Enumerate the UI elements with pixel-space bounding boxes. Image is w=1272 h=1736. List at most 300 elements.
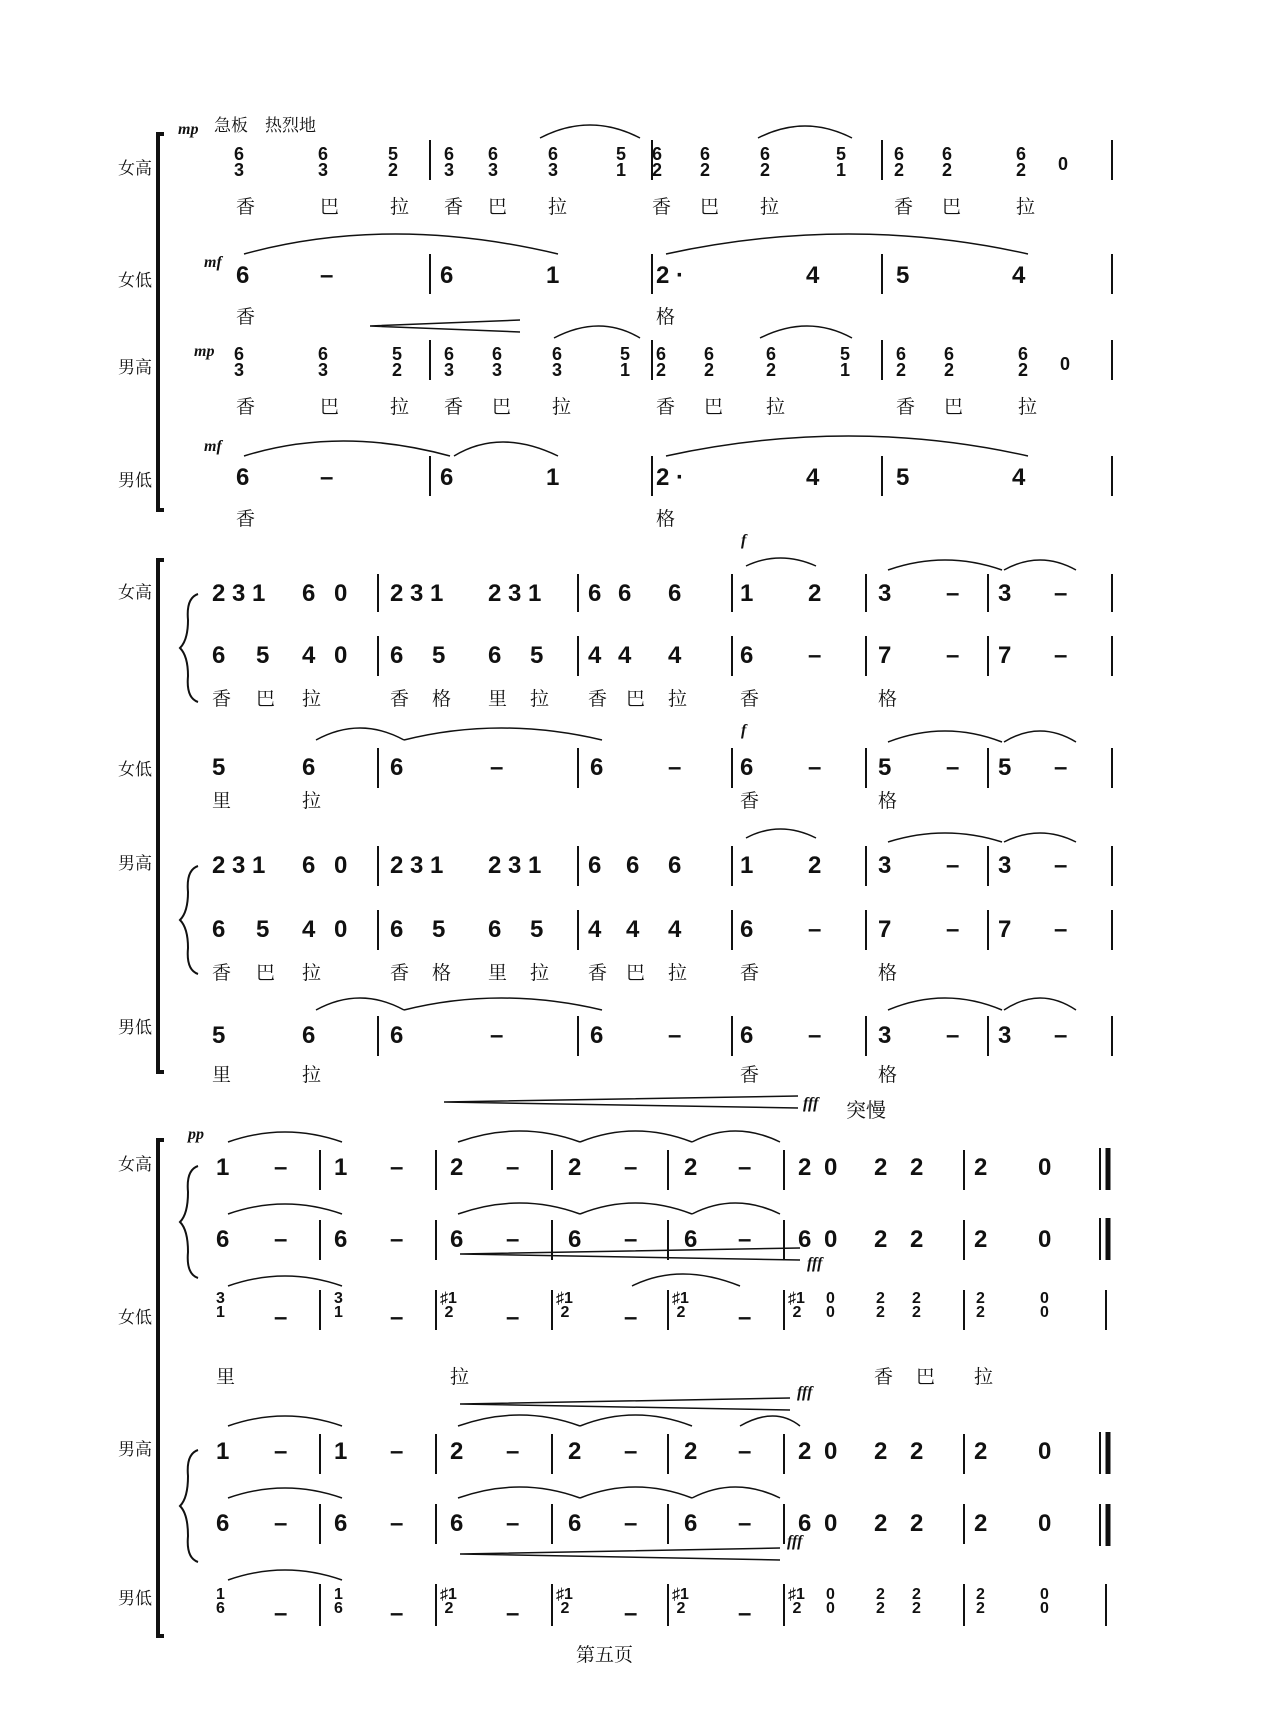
note: 2 — [974, 1438, 988, 1465]
note: 2 — [212, 852, 226, 879]
part-label-tenor: 男高 — [118, 358, 152, 378]
lyric: 里 — [212, 1064, 232, 1086]
note: 4 — [668, 916, 682, 943]
note: 5 — [432, 642, 446, 669]
lyric: 拉 — [974, 1366, 994, 1388]
lyric: 香 — [236, 508, 256, 530]
part-label-bass: 男低 — [118, 1018, 152, 1038]
chord-6-3: 6 3 — [234, 344, 245, 380]
note: – — [624, 1510, 638, 1537]
part-label-tenor: 男高 — [118, 854, 152, 874]
note: 0 — [334, 916, 348, 943]
lyric: 香 — [212, 688, 232, 710]
note: – — [624, 1226, 638, 1253]
note: 7 — [878, 916, 892, 943]
note: – — [946, 642, 960, 669]
note: 4 — [302, 642, 316, 669]
note: – — [738, 1600, 752, 1627]
note: 4 — [806, 262, 820, 289]
lyric: 拉 — [530, 688, 550, 710]
part-label-soprano: 女高 — [118, 159, 152, 179]
dynamic-pp: pp — [188, 1126, 204, 1143]
note: 5 — [530, 916, 544, 943]
note: 0 — [824, 1510, 838, 1537]
note: 1 — [546, 262, 560, 289]
chord-sharp4-2: ♯1 2 — [672, 1290, 689, 1321]
note: 2 — [798, 1438, 812, 1465]
lyric: 香 — [390, 688, 410, 710]
lyric: 里 — [216, 1366, 236, 1388]
note: 6 — [334, 1510, 348, 1537]
lyric: 香 — [444, 196, 464, 218]
note: 1 — [546, 464, 560, 491]
note: – — [506, 1600, 520, 1627]
note: 2 — [450, 1438, 464, 1465]
note: 2 — [488, 580, 502, 607]
lyric: 香 — [740, 962, 760, 984]
note: 2 — [390, 852, 404, 879]
note: – — [668, 1022, 682, 1049]
system-bracket — [158, 134, 164, 510]
note: 0 — [824, 1226, 838, 1253]
brace — [180, 866, 198, 974]
note: – — [738, 1154, 752, 1181]
note: – — [738, 1510, 752, 1537]
note: 6 — [740, 642, 754, 669]
note: – — [274, 1438, 288, 1465]
chord-0-0: 0 0 — [1040, 1290, 1049, 1321]
lyric: 拉 — [390, 196, 410, 218]
chord-3-1: 3 1 — [216, 1290, 225, 1321]
note: 2 — [874, 1510, 888, 1537]
note: 6 — [668, 852, 682, 879]
note: 6 — [212, 642, 226, 669]
lyric: 格 — [878, 962, 898, 984]
note: 6 — [740, 1022, 754, 1049]
note: – — [390, 1226, 404, 1253]
lyric: 香 — [236, 396, 256, 418]
note: – — [946, 1022, 960, 1049]
part-label-tenor: 男高 — [118, 1440, 152, 1460]
lyric: 拉 — [552, 396, 572, 418]
note: 4 — [1012, 464, 1026, 491]
note: – — [274, 1510, 288, 1537]
brace — [180, 594, 198, 702]
chord-6-3: 6 3 — [492, 344, 503, 380]
lyric: 拉 — [302, 688, 322, 710]
note: 2 — [874, 1226, 888, 1253]
brace — [180, 1450, 198, 1562]
note: 2 — [910, 1510, 924, 1537]
lyric: 香 — [740, 688, 760, 710]
note: · — [676, 464, 684, 491]
lyric: 拉 — [450, 1366, 470, 1388]
lyric: 巴 — [256, 688, 276, 710]
chord-6-3: 6 3 — [488, 144, 499, 180]
note: 6 — [450, 1510, 464, 1537]
lyric: 里 — [488, 962, 508, 984]
rest-0: 0 — [1060, 354, 1071, 374]
dynamic-mf: mf — [204, 438, 222, 455]
note: 6 — [302, 852, 316, 879]
lyric: 里 — [488, 688, 508, 710]
note: – — [946, 754, 960, 781]
note: 0 — [334, 580, 348, 607]
note: 0 — [1038, 1438, 1052, 1465]
note: 6 — [216, 1510, 230, 1537]
tempo-marking: 急板 热烈地 — [214, 116, 316, 136]
note: 6 — [334, 1226, 348, 1253]
chord-6-2: 6 2 — [656, 344, 667, 380]
part-label-alto: 女低 — [118, 1308, 152, 1328]
note: – — [738, 1226, 752, 1253]
lyric: 巴 — [700, 196, 720, 218]
chord-6-3: 6 3 — [552, 344, 563, 380]
chord-sharp4-2: ♯1 2 — [788, 1586, 805, 1617]
note: 2 — [568, 1438, 582, 1465]
lyric: 拉 — [302, 790, 322, 812]
chord-6-2: 6 2 — [704, 344, 715, 380]
note: 6 — [440, 464, 454, 491]
note: – — [668, 754, 682, 781]
note: 2 — [450, 1154, 464, 1181]
chord-6-2: 6 2 — [944, 344, 955, 380]
lyric: 巴 — [916, 1366, 936, 1388]
note: – — [390, 1600, 404, 1627]
note: – — [506, 1510, 520, 1537]
lyric: 巴 — [256, 962, 276, 984]
lyric: 拉 — [530, 962, 550, 984]
lyric: 拉 — [766, 396, 786, 418]
part-label-soprano: 女高 — [118, 1155, 152, 1175]
note: 2 — [874, 1438, 888, 1465]
note: – — [506, 1154, 520, 1181]
lyric: 香 — [740, 790, 760, 812]
chord-sharp4-2: ♯1 2 — [788, 1290, 805, 1321]
note: 5 — [878, 754, 892, 781]
note: – — [274, 1304, 288, 1331]
note: – — [946, 916, 960, 943]
note: 3 — [232, 852, 246, 879]
chord-sharp4-2: ♯1 2 — [440, 1290, 457, 1321]
chord-0-0: 0 0 — [826, 1586, 835, 1617]
note: · — [676, 262, 684, 289]
note: 4 — [626, 916, 640, 943]
note: 6 — [798, 1226, 812, 1253]
chord-6-3: 6 3 — [318, 144, 329, 180]
note: 4 — [806, 464, 820, 491]
dynamic-fff: fff — [797, 1384, 813, 1401]
dynamic-mf: mf — [204, 254, 222, 271]
tempo-change-marking: 突慢 — [846, 1098, 886, 1122]
dynamic-f: f — [741, 722, 747, 739]
note: 6 — [212, 916, 226, 943]
note: 1 — [740, 580, 754, 607]
note: 2 — [974, 1510, 988, 1537]
note: 6 — [450, 1226, 464, 1253]
chord-1-6: 1 6 — [334, 1586, 343, 1617]
chord-6-2: 6 2 — [760, 144, 771, 180]
note: – — [624, 1304, 638, 1331]
lyric: 香 — [588, 962, 608, 984]
lyric: 巴 — [704, 396, 724, 418]
note: 2 — [684, 1438, 698, 1465]
rest-0: 0 — [1058, 154, 1069, 174]
note: 3 — [232, 580, 246, 607]
note: 4 — [588, 916, 602, 943]
note: 2 — [798, 1154, 812, 1181]
lyric: 格 — [878, 790, 898, 812]
lyric: 拉 — [390, 396, 410, 418]
note: 6 — [798, 1510, 812, 1537]
note: – — [1054, 580, 1068, 607]
note: 6 — [302, 754, 316, 781]
note: 2 — [390, 580, 404, 607]
note: 1 — [528, 580, 542, 607]
chord-6-3: 6 3 — [444, 144, 455, 180]
note: 6 — [488, 642, 502, 669]
note: 6 — [488, 916, 502, 943]
note: 0 — [1038, 1510, 1052, 1537]
lyric: 巴 — [320, 396, 340, 418]
note: 2 — [568, 1154, 582, 1181]
note: 3 — [998, 580, 1012, 607]
dynamic-fff: fff — [807, 1255, 823, 1272]
note: 6 — [236, 262, 250, 289]
note: – — [490, 754, 504, 781]
chord-6-3: 6 3 — [444, 344, 455, 380]
note: 3 — [410, 852, 424, 879]
note: 6 — [568, 1510, 582, 1537]
note: 4 — [618, 642, 632, 669]
note: 0 — [334, 852, 348, 879]
note: 6 — [236, 464, 250, 491]
note: – — [390, 1304, 404, 1331]
lyric: 巴 — [944, 396, 964, 418]
final-barlines — [1100, 1148, 1108, 1626]
note: 4 — [302, 916, 316, 943]
note: 1 — [528, 852, 542, 879]
note: 1 — [216, 1154, 230, 1181]
note: – — [1054, 1022, 1068, 1049]
note: – — [1054, 916, 1068, 943]
note: 0 — [824, 1438, 838, 1465]
note: 1 — [740, 852, 754, 879]
note: – — [624, 1438, 638, 1465]
note: – — [506, 1226, 520, 1253]
dynamic-mp: mp — [194, 343, 215, 360]
note: 5 — [896, 464, 910, 491]
chord-2-2: 2 2 — [976, 1290, 985, 1321]
note: 1 — [334, 1438, 348, 1465]
dynamic-fff: fff — [803, 1095, 819, 1112]
note: 1 — [430, 580, 444, 607]
note: – — [390, 1154, 404, 1181]
note: 5 — [212, 754, 226, 781]
note: 4 — [1012, 262, 1026, 289]
note: 5 — [896, 262, 910, 289]
lyric: 香 — [236, 306, 256, 328]
lyric: 香 — [874, 1366, 894, 1388]
chord-2-2: 2 2 — [876, 1290, 885, 1321]
lyric: 拉 — [548, 196, 568, 218]
lyric: 香 — [894, 196, 914, 218]
note: 7 — [998, 916, 1012, 943]
note: 1 — [252, 852, 266, 879]
note: 6 — [740, 916, 754, 943]
dynamic-f: f — [741, 532, 747, 549]
lyric: 香 — [390, 962, 410, 984]
chord-sharp4-2: ♯1 2 — [556, 1290, 573, 1321]
note: 2 — [874, 1154, 888, 1181]
note: 6 — [588, 580, 602, 607]
note: – — [390, 1510, 404, 1537]
chord-6-3: 6 3 — [548, 144, 559, 180]
note: 6 — [390, 754, 404, 781]
note: 6 — [390, 642, 404, 669]
note: – — [946, 580, 960, 607]
note: – — [506, 1304, 520, 1331]
note: 6 — [302, 1022, 316, 1049]
note: 4 — [668, 642, 682, 669]
note: 2 — [808, 852, 822, 879]
note: – — [808, 1022, 822, 1049]
lyric: 格 — [878, 688, 898, 710]
note: 1 — [334, 1154, 348, 1181]
note: 2 — [910, 1226, 924, 1253]
note: – — [506, 1438, 520, 1465]
note: 2 — [488, 852, 502, 879]
lyric: 香 — [444, 396, 464, 418]
part-label-bass: 男低 — [118, 471, 152, 491]
chord-5-1: 5 1 — [836, 144, 847, 180]
note: 5 — [256, 916, 270, 943]
chord-5-1: 5 1 — [620, 344, 631, 380]
chord-2-2: 2 2 — [912, 1586, 921, 1617]
chord-2-2: 2 2 — [912, 1290, 921, 1321]
note: 5 — [256, 642, 270, 669]
note: 2 — [974, 1154, 988, 1181]
note: 3 — [508, 852, 522, 879]
lyric: 巴 — [626, 962, 646, 984]
chord-6-2: 6 2 — [942, 144, 953, 180]
part-label-alto: 女低 — [118, 271, 152, 291]
note: 6 — [626, 852, 640, 879]
note: 6 — [440, 262, 454, 289]
lyric: 巴 — [492, 396, 512, 418]
note: 2 — [656, 262, 670, 289]
lyric: 格 — [656, 508, 676, 530]
chord-6-2: 6 2 — [894, 144, 905, 180]
note: 2 — [974, 1226, 988, 1253]
note: – — [738, 1438, 752, 1465]
lyric: 拉 — [1016, 196, 1036, 218]
note: 0 — [1038, 1154, 1052, 1181]
part-label-bass: 男低 — [118, 1589, 152, 1609]
lyric: 香 — [236, 196, 256, 218]
note: 3 — [878, 580, 892, 607]
lyric: 巴 — [488, 196, 508, 218]
lyric: 香 — [740, 1064, 760, 1086]
lyric: 格 — [432, 962, 452, 984]
chord-sharp4-2: ♯1 2 — [440, 1586, 457, 1617]
chord-5-1: 5 1 — [616, 144, 627, 180]
lyric: 格 — [432, 688, 452, 710]
note: 6 — [390, 1022, 404, 1049]
lyric: 拉 — [1018, 396, 1038, 418]
note: – — [1054, 852, 1068, 879]
lyric: 拉 — [302, 962, 322, 984]
chord-3-1: 3 1 — [334, 1290, 343, 1321]
note: 6 — [302, 580, 316, 607]
note: 2 — [656, 464, 670, 491]
note: 2 — [910, 1438, 924, 1465]
note: 0 — [824, 1154, 838, 1181]
note: 6 — [590, 1022, 604, 1049]
lyric: 香 — [212, 962, 232, 984]
note: 4 — [588, 642, 602, 669]
note: 6 — [590, 754, 604, 781]
note: – — [624, 1154, 638, 1181]
note: 6 — [684, 1510, 698, 1537]
lyric: 拉 — [668, 962, 688, 984]
note: – — [624, 1600, 638, 1627]
note: 7 — [878, 642, 892, 669]
chord-sharp4-2: ♯1 2 — [672, 1586, 689, 1617]
note: – — [1054, 642, 1068, 669]
note: 0 — [1038, 1226, 1052, 1253]
note: 0 — [334, 642, 348, 669]
note: 3 — [878, 1022, 892, 1049]
note: 6 — [618, 580, 632, 607]
chord-2-2: 2 2 — [876, 1586, 885, 1617]
note: – — [808, 916, 822, 943]
lyric: 拉 — [668, 688, 688, 710]
note: 1 — [430, 852, 444, 879]
lyric: 拉 — [302, 1064, 322, 1086]
lyric: 格 — [656, 306, 676, 328]
chord-6-2: 6 2 — [700, 144, 711, 180]
note: – — [738, 1304, 752, 1331]
chord-5-1: 5 1 — [840, 344, 851, 380]
lyric: 巴 — [626, 688, 646, 710]
note: 2 — [808, 580, 822, 607]
part-label-soprano: 女高 — [118, 583, 152, 603]
lyric: 香 — [588, 688, 608, 710]
lyric: 香 — [896, 396, 916, 418]
chord-6-3: 6 3 — [234, 144, 245, 180]
chord-6-2: 6 2 — [652, 144, 663, 180]
note: 3 — [508, 580, 522, 607]
chord-6-2: 6 2 — [896, 344, 907, 380]
note: 6 — [216, 1226, 230, 1253]
note: 1 — [252, 580, 266, 607]
note: 5 — [432, 916, 446, 943]
note: – — [274, 1154, 288, 1181]
lyric: 拉 — [760, 196, 780, 218]
note: 1 — [216, 1438, 230, 1465]
note: – — [808, 754, 822, 781]
note: – — [320, 464, 334, 491]
note: 3 — [878, 852, 892, 879]
chord-2-2: 2 2 — [976, 1586, 985, 1617]
chord-0-0: 0 0 — [1040, 1586, 1049, 1617]
lyric: 格 — [878, 1064, 898, 1086]
chord-0-0: 0 0 — [826, 1290, 835, 1321]
chord-6-2: 6 2 — [1016, 144, 1027, 180]
dynamic-fff: fff — [787, 1533, 803, 1550]
note: 2 — [212, 580, 226, 607]
